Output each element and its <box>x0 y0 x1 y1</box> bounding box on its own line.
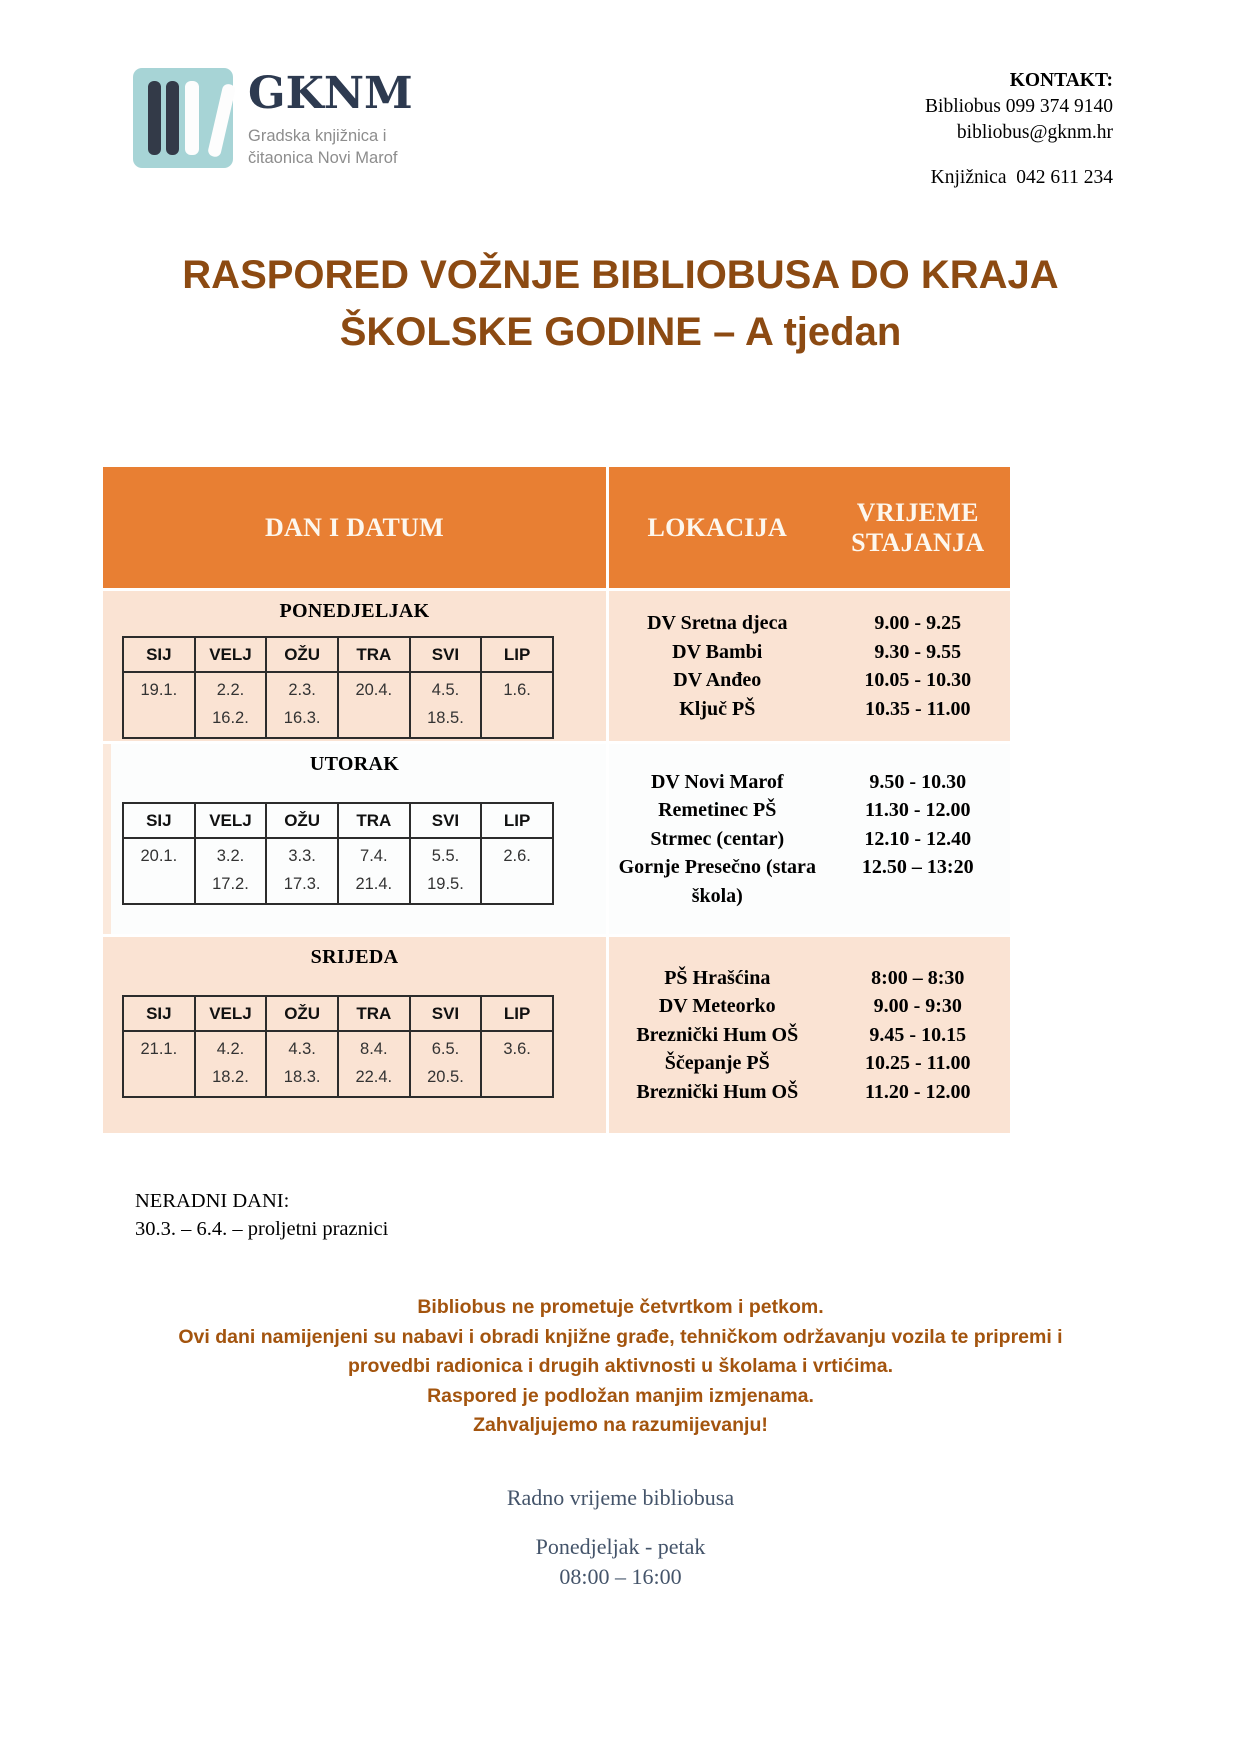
stop-location: DV Meteorko <box>658 995 776 1018</box>
date-cell <box>338 672 410 738</box>
date-value: 20.5. <box>427 1068 464 1086</box>
info-note-line: Ovi dani namijenjeni su nabavi i obradi knjižne građe, tehničkom održavanju vozila te pripremi i <box>178 1325 1063 1348</box>
stop-time: 9.00 - 9.25 <box>874 612 962 634</box>
stop-location: Strmec (centar) <box>650 827 785 850</box>
non-working-days-text: 30.3. – 6.4. – proljetni praznici <box>135 1218 389 1240</box>
date-value <box>483 870 551 898</box>
date-cell <box>481 838 553 904</box>
date-cell <box>266 838 338 904</box>
stops-list <box>609 964 1010 1107</box>
date-value: 22.4. <box>355 1068 393 1086</box>
stop-row <box>609 825 1010 854</box>
document-title-line1: RASPORED VOŽNJE BIBLIOBUSA DO KRAJA <box>182 253 1059 297</box>
table-header-time: VRIJEME STAJANJA <box>851 497 985 557</box>
date-cell <box>266 672 338 738</box>
date-cell <box>195 1031 267 1097</box>
date-value: 18.2. <box>212 1068 249 1086</box>
book-bar-tilted-icon <box>207 83 236 158</box>
non-working-days-heading: NERADNI DANI: <box>135 1190 290 1212</box>
contact-bibliobus-phone: Bibliobus 099 374 9140 <box>925 96 1113 117</box>
contact-block <box>925 68 1113 191</box>
date-value: 20.1. <box>140 847 178 865</box>
date-value: 6.5. <box>431 1040 460 1058</box>
date-value: 8.4. <box>360 1040 388 1058</box>
stop-time: 12.10 - 12.40 <box>864 827 972 850</box>
stop-row <box>609 1021 1010 1050</box>
date-cell <box>410 672 482 738</box>
stop-time: 10.05 - 10.30 <box>864 669 972 691</box>
month-header-cell: VELJ <box>195 996 267 1031</box>
month-header-cell: OŽU <box>266 803 338 838</box>
month-header-cell: OŽU <box>266 637 338 672</box>
date-cell <box>481 1031 553 1097</box>
date-value: 17.3. <box>283 875 321 893</box>
month-header-row <box>123 996 553 1031</box>
month-header-row <box>123 803 553 838</box>
stop-location: Ključ PŠ <box>679 697 756 720</box>
info-note-block <box>0 1293 1241 1441</box>
date-value: 3.3. <box>288 847 316 865</box>
month-header-cell: LIP <box>481 637 553 672</box>
stop-location: DV Novi Marof <box>650 770 784 793</box>
working-hours-days: Ponedjeljak - petak <box>535 1533 706 1559</box>
info-note-line: provedbi radionica i drugih aktivnosti u školama i vrtićima. <box>347 1355 894 1377</box>
wednesday-stops-cell <box>609 937 1010 1133</box>
logo-org-name <box>248 125 413 169</box>
date-value: 16.2. <box>212 709 249 727</box>
date-value: 20.4. <box>355 681 393 699</box>
day-section-tuesday <box>103 744 1010 934</box>
date-value <box>125 870 193 898</box>
date-value <box>483 1063 551 1091</box>
date-cell <box>266 1031 338 1097</box>
logo-acronym: GKNM <box>248 68 413 119</box>
stop-location: Ščepanje PŠ <box>664 1052 770 1075</box>
date-cell <box>481 672 553 738</box>
date-value: 19.1. <box>140 681 178 699</box>
stop-time: 10.35 - 11.00 <box>864 697 971 720</box>
month-header-cell: SIJ <box>123 803 195 838</box>
table-header-location: LOKACIJA <box>647 512 788 542</box>
date-value: 5.5. <box>431 847 460 865</box>
page-header <box>0 0 1241 191</box>
logo-org-line2: čitaonica Novi Marof <box>248 149 398 167</box>
date-cell <box>410 1031 482 1097</box>
day-name: SRIJEDA <box>310 946 399 968</box>
info-note-line: Zahvaljujemo na razumijevanju! <box>473 1414 768 1436</box>
date-value <box>483 704 551 732</box>
working-hours-block <box>0 1485 1241 1592</box>
date-value: 4.2. <box>216 1040 245 1058</box>
date-value: 17.2. <box>212 875 249 893</box>
non-working-days-block <box>135 1187 1241 1243</box>
stop-row <box>609 1049 1010 1078</box>
date-cell <box>123 1031 195 1097</box>
stops-list <box>609 768 1010 911</box>
contact-heading: KONTAKT: <box>1009 70 1113 91</box>
month-header-cell: SVI <box>410 803 482 838</box>
day-section-monday <box>103 591 1010 741</box>
date-value: 2.2. <box>216 681 245 699</box>
day-section-wednesday <box>103 937 1010 1133</box>
month-header-cell: SIJ <box>123 996 195 1031</box>
month-header-cell: TRA <box>338 996 410 1031</box>
date-value <box>125 1063 193 1091</box>
date-value: 2.6. <box>503 847 531 865</box>
stop-row <box>609 796 1010 825</box>
date-cell <box>410 838 482 904</box>
date-value: 18.3. <box>283 1068 321 1086</box>
month-header-cell: TRA <box>338 637 410 672</box>
stop-location-line1: Gornje Presečno (stara <box>618 856 816 879</box>
date-value: 3.6. <box>503 1040 531 1058</box>
stop-time: 8:00 – 8:30 <box>871 966 965 989</box>
header-cell-location-time <box>609 467 1010 588</box>
stop-location <box>609 853 826 910</box>
stop-row <box>609 695 1010 724</box>
stop-time: 11.20 - 12.00 <box>864 1080 971 1103</box>
stop-location: Breznički Hum OŠ <box>636 1023 799 1046</box>
stop-time: 9.00 - 9:30 <box>873 995 962 1018</box>
date-value: 16.3. <box>283 709 321 727</box>
month-header-cell: VELJ <box>195 637 267 672</box>
tuesday-stops-cell <box>609 744 1010 934</box>
date-cell <box>338 1031 410 1097</box>
book-bar-icon <box>148 81 161 155</box>
book-bar-icon <box>166 81 179 155</box>
stop-location: DV Bambi <box>672 640 763 663</box>
table-header-day-date: DAN I DATUM <box>264 512 445 542</box>
monday-day-date-cell <box>103 591 606 741</box>
stop-row <box>609 853 1010 910</box>
date-value: 18.5. <box>427 709 464 727</box>
month-header-cell: LIP <box>481 803 553 838</box>
contact-library-phone: Knjižnica 042 611 234 <box>930 167 1113 188</box>
date-cell <box>195 672 267 738</box>
date-value: 21.4. <box>355 875 393 893</box>
stop-row <box>609 964 1010 993</box>
date-value: 7.4. <box>360 847 388 865</box>
dates-row <box>123 838 553 904</box>
date-value: 4.3. <box>288 1040 316 1058</box>
stop-location: DV Sretna djeca <box>647 612 788 634</box>
book-bar-icon <box>185 81 199 155</box>
date-value: 21.1. <box>140 1040 178 1058</box>
stop-time: 9.50 - 10.30 <box>869 770 967 793</box>
document-title-line2: ŠKOLSKE GODINE – A tjedan <box>339 310 902 354</box>
date-cell <box>123 672 195 738</box>
month-header-cell: SIJ <box>123 637 195 672</box>
stop-time: 9.45 - 10.15 <box>869 1023 967 1046</box>
logo-org-line1: Gradska knjižnica i <box>248 127 387 145</box>
stop-location: DV Anđeo <box>673 669 762 691</box>
working-hours-title: Radno vrijeme bibliobusa <box>506 1484 735 1510</box>
stop-row <box>609 638 1010 667</box>
logo-books-icon <box>133 68 233 168</box>
month-header-cell: OŽU <box>266 996 338 1031</box>
date-value: 19.5. <box>427 875 464 893</box>
info-note-line: Bibliobus ne prometuje četvrtkom i petkom. <box>417 1296 824 1318</box>
month-header-cell: VELJ <box>195 803 267 838</box>
dates-row <box>123 1031 553 1097</box>
date-value: 2.3. <box>288 681 316 699</box>
month-header-cell: LIP <box>481 996 553 1031</box>
month-dates-table <box>122 636 554 739</box>
library-logo <box>133 68 413 169</box>
day-name: PONEDJELJAK <box>279 600 430 622</box>
schedule-header-row <box>103 467 1010 588</box>
monday-stops-cell <box>609 591 1010 741</box>
month-header-row <box>123 637 553 672</box>
stop-time: 10.25 - 11.00 <box>864 1052 971 1075</box>
month-header-cell: SVI <box>410 637 482 672</box>
date-value: 3.2. <box>216 847 245 865</box>
month-header-cell: TRA <box>338 803 410 838</box>
stop-row <box>609 768 1010 797</box>
document-title <box>0 247 1241 361</box>
date-value <box>340 704 408 732</box>
schedule-table <box>103 467 1010 1133</box>
stop-location: Remetinec PŠ <box>658 799 777 822</box>
month-header-cell: SVI <box>410 996 482 1031</box>
stop-row <box>609 992 1010 1021</box>
header-cell-day-date <box>103 467 606 588</box>
day-name: UTORAK <box>309 753 400 775</box>
working-hours-time: 08:00 – 16:00 <box>559 1563 682 1589</box>
stop-time: 9.30 - 9.55 <box>874 640 962 663</box>
date-cell <box>338 838 410 904</box>
logo-text <box>248 68 413 169</box>
dates-row <box>123 672 553 738</box>
stop-location: PŠ Hrašćina <box>664 966 771 989</box>
date-value <box>125 704 193 732</box>
info-note-line: Raspored je podložan manjim izmjenama. <box>427 1384 814 1407</box>
month-dates-table <box>122 995 554 1098</box>
date-value: 1.6. <box>503 681 531 699</box>
contact-email: bibliobus@gknm.hr <box>956 122 1113 143</box>
stop-location: Breznički Hum OŠ <box>636 1080 799 1103</box>
tuesday-day-date-cell <box>103 744 606 934</box>
stop-time: 12.50 – 13:20 <box>861 856 974 879</box>
date-cell <box>123 838 195 904</box>
stop-row <box>609 666 1010 695</box>
stops-list <box>609 609 1010 723</box>
stop-location-line2: škola) <box>691 884 743 907</box>
stop-row <box>609 1078 1010 1107</box>
month-dates-table <box>122 802 554 905</box>
date-value: 4.5. <box>431 681 460 699</box>
date-cell <box>195 838 267 904</box>
wednesday-day-date-cell <box>103 937 606 1133</box>
stop-row <box>609 609 1010 638</box>
stop-time: 11.30 - 12.00 <box>864 799 971 822</box>
